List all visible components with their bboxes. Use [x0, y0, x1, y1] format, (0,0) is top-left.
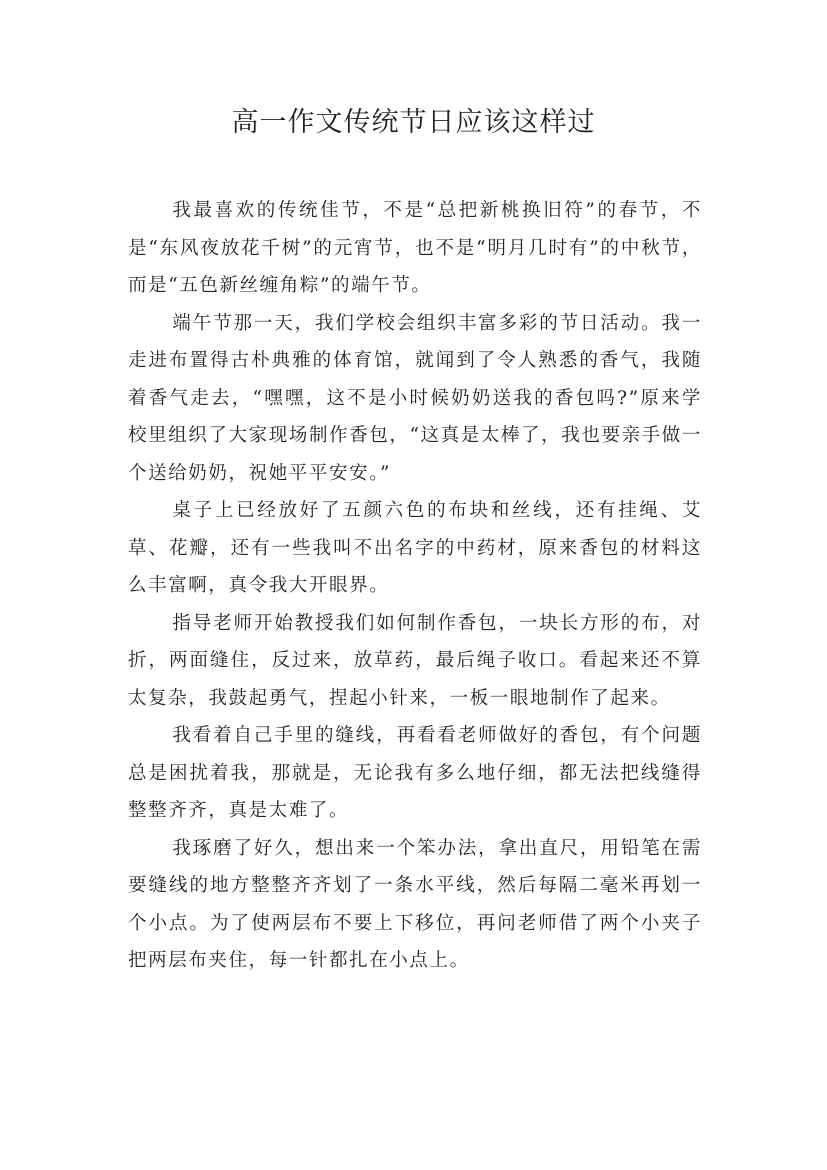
paragraph-3: 桌子上已经放好了五颜六色的布块和丝线，还有挂绳、艾草、花瓣，还有一些我叫不出名字的中药材，原来香包的材料这么丰富啊，真令我大开眼界。 [128, 500, 702, 596]
document-title: 高一作文传统节日应该这样过 [231, 107, 596, 138]
paragraph-6: 我琢磨了好久，想出来一个笨办法，拿出直尺，用铅笔在需要缝线的地方整整齐齐划了一条水平线，然后每隔二毫米再划一个小点。为了使两层布不要上下移位，再问老师借了两个小夹子把两层布夹住，每一针都扎在小点上。 [128, 837, 702, 971]
essay-body [128, 192, 702, 980]
paragraph-5: 我看着自己手里的缝线，再看看老师做好的香包，有个问题总是困扰着我，那就是，无论我有多么地仔细，都无法把线缝得整整齐齐，真是太难了。 [128, 725, 702, 821]
paragraph-4: 指导老师开始教授我们如何制作香包，一块长方形的布，对折，两面缝住，反过来，放草药，最后绳子收口。看起来还不算太复杂，我鼓起勇气，捏起小针来，一板一眼地制作了起来。 [128, 612, 702, 709]
paragraph-2: 端午节那一天，我们学校会组织丰富多彩的节日活动。我一走进布置得古朴典雅的体育馆，就闻到了令人熟悉的香气，我随着香气走去，“嘿嘿，这不是小时候奶奶送我的香包吗?”原来学校里组织了大家现场制作香包，“这真是太棒了，我也要亲手做一个送给奶奶，祝她平平安安。” [128, 312, 702, 484]
paragraph-1: 我最喜欢的传统佳节，不是“总把新桃换旧符”的春节，不是“东风夜放花千树”的元宵节，也不是“明月几时有”的中秋节，而是“五色新丝缠角粽”的端午节。 [128, 200, 702, 296]
